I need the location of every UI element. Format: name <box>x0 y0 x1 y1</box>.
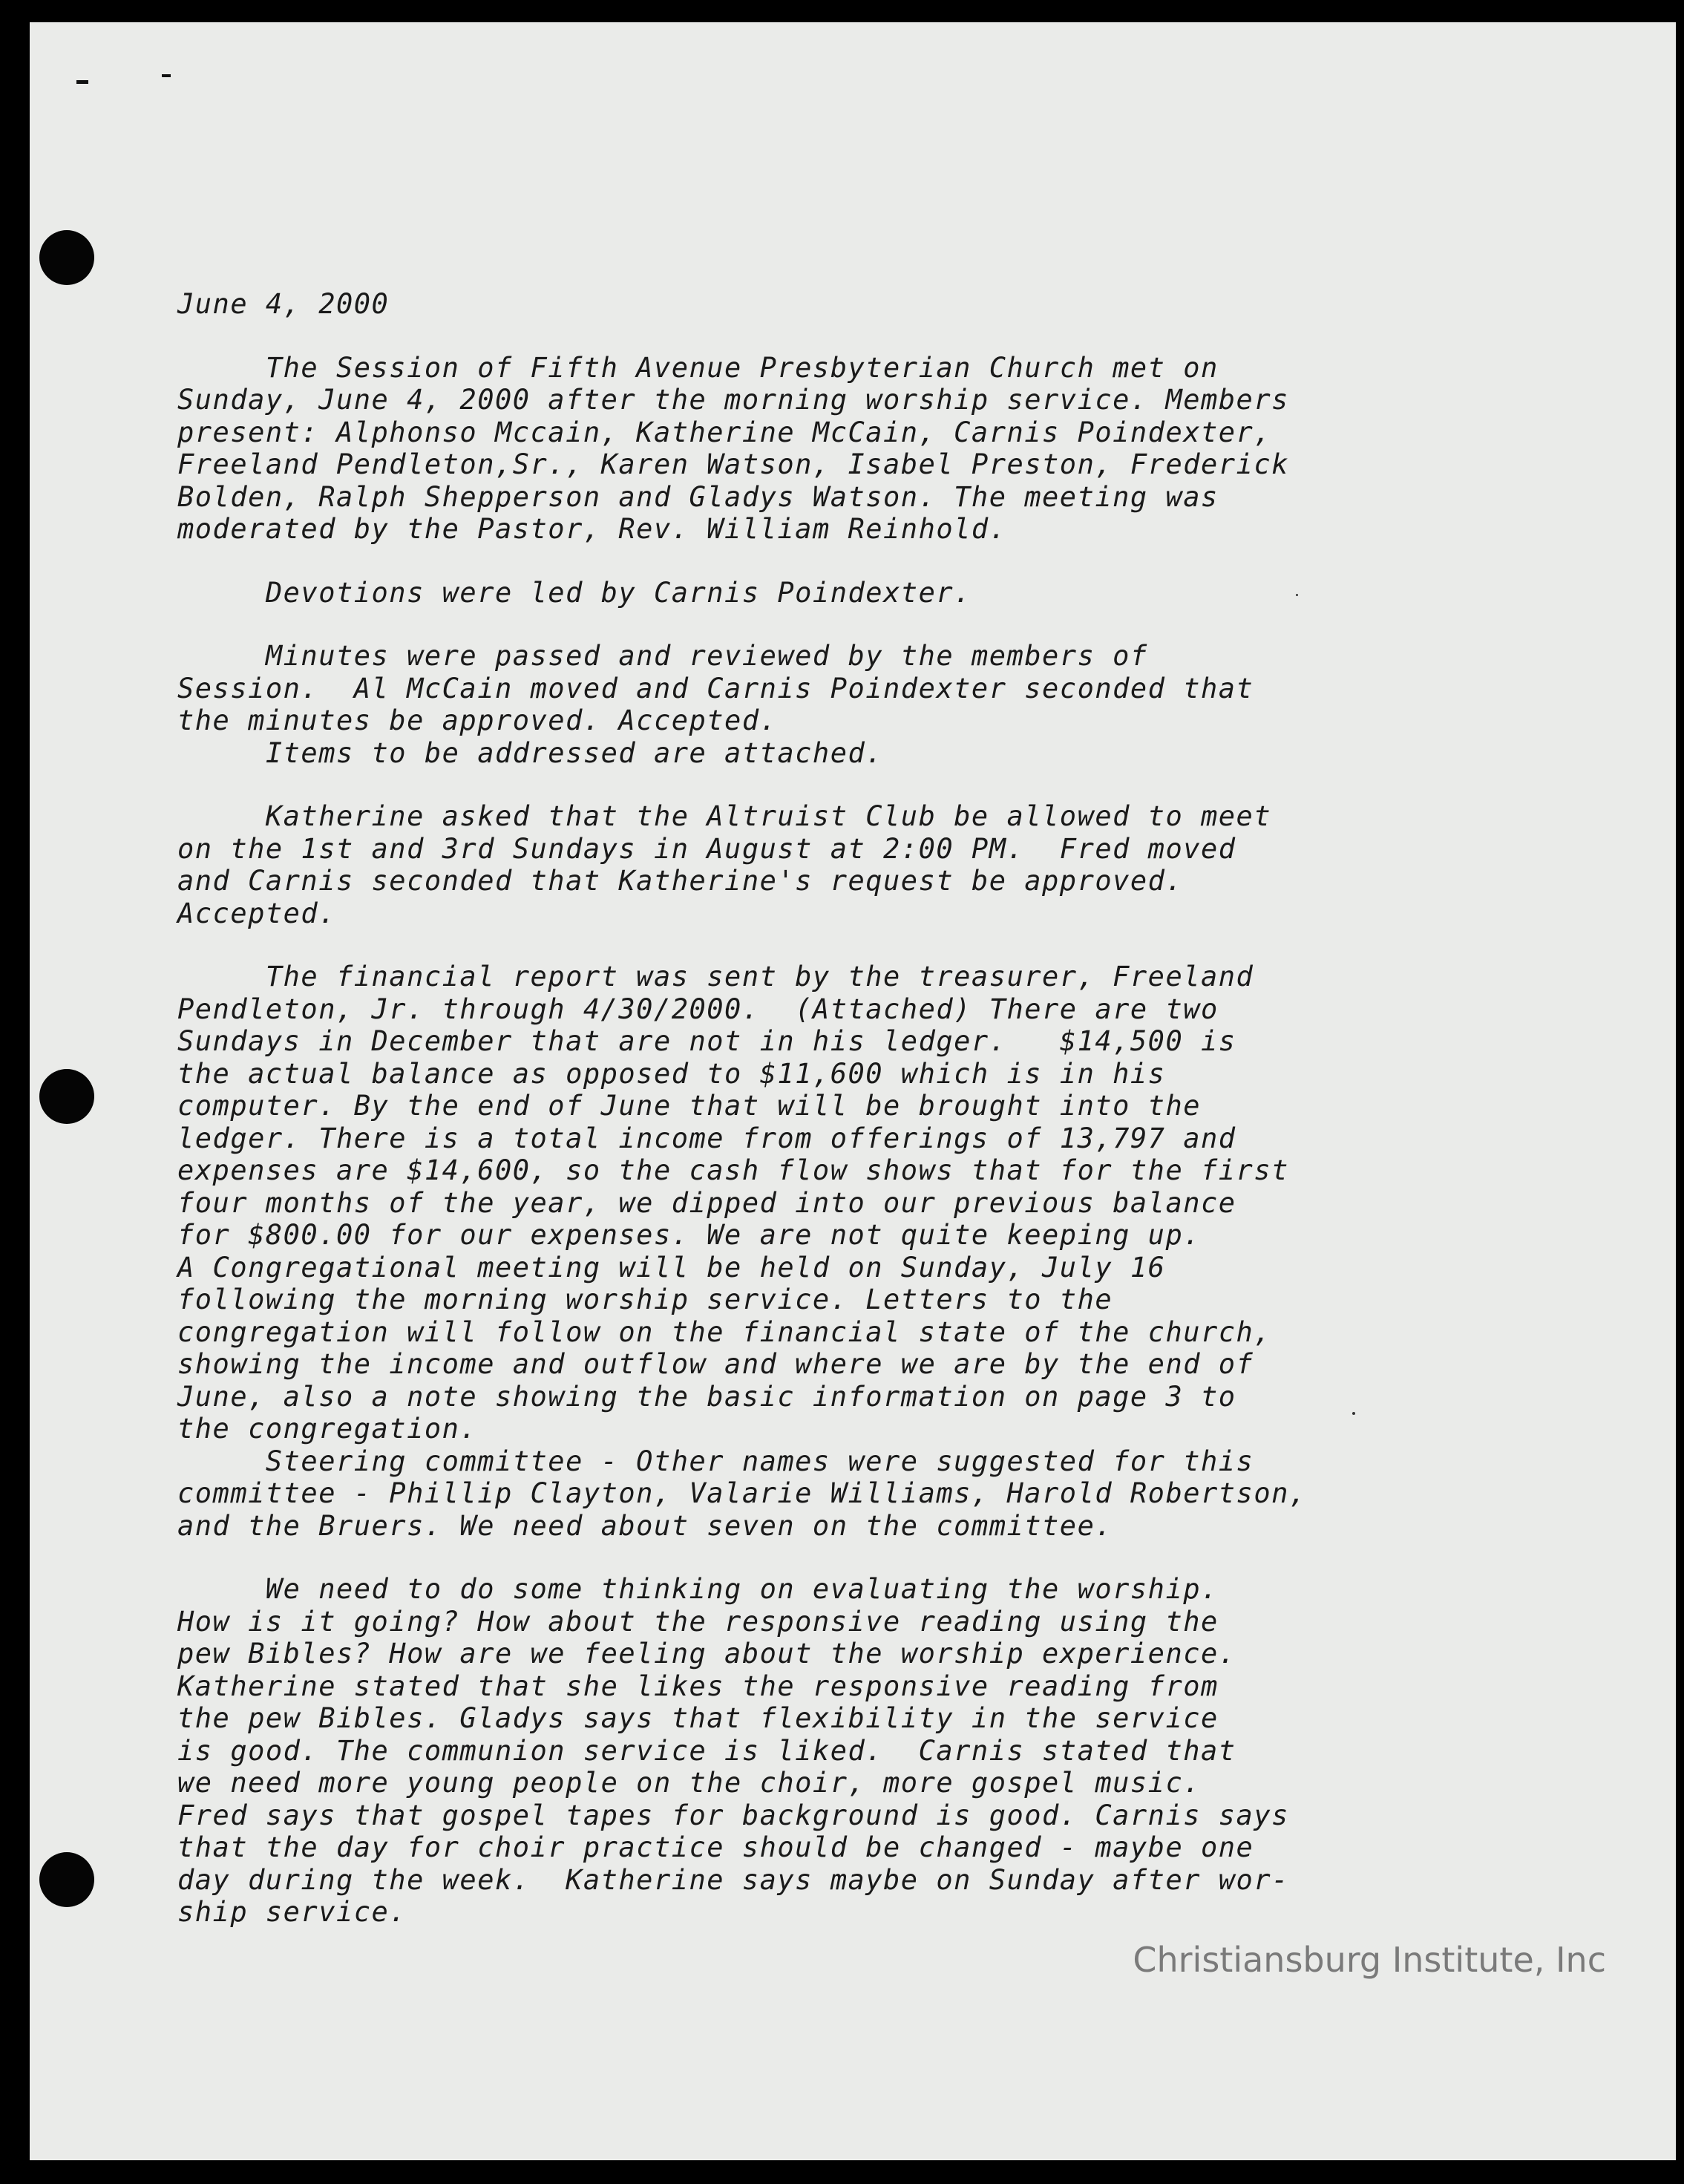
text-line: the actual balance as opposed to $11,600 which is in his <box>177 1057 1166 1090</box>
ink-mark <box>76 80 88 84</box>
text-line: we need more young people on the choir, more gospel music. <box>177 1767 1202 1799</box>
text-line: ship service. <box>177 1896 407 1928</box>
text-line: the pew Bibles. Gladys says that flexibility in the service <box>177 1702 1219 1734</box>
paragraph <box>177 961 1484 1542</box>
watermark: Christiansburg Institute, Inc <box>1133 1940 1606 1980</box>
text-line: ledger. There is a total income from offerings of 13,797 and <box>177 1122 1236 1154</box>
text-line: computer. By the end of June that will be brought into the <box>177 1090 1202 1122</box>
punch-hole-middle <box>39 1069 94 1124</box>
text-line: pew Bibles? How are we feeling about the worship experience. <box>177 1638 1236 1670</box>
punch-hole-top <box>39 230 94 285</box>
text-line: the congregation. <box>177 1413 478 1445</box>
text-line: Pendleton, Jr. through 4/30/2000. (Attached) There are two <box>177 993 1219 1025</box>
text-line: How is it going? How about the responsive reading using the <box>177 1605 1219 1638</box>
text-line: We need to do some thinking on evaluating the worship. <box>177 1573 1219 1605</box>
paragraph <box>177 640 1484 769</box>
text-line: A Congregational meeting will be held on Sunday, July 16 <box>177 1251 1166 1284</box>
text-line: the minutes be approved. Accepted. <box>177 704 778 736</box>
text-line: Items to be addressed are attached. <box>177 736 884 769</box>
text-line: present: Alphonso Mccain, Katherine McCain, Carnis Poindexter, <box>177 416 1272 448</box>
text-line: for $800.00 for our expenses. We are not quite keeping up. <box>177 1219 1202 1251</box>
text-line: committee - Phillip Clayton, Valarie Williams, Harold Robertson, <box>177 1477 1307 1509</box>
paragraph-gap <box>177 929 1484 961</box>
paragraph-gap <box>177 1542 1484 1573</box>
paragraph-gap <box>177 769 1484 800</box>
text-line: and the Bruers. We need about seven on the committee. <box>177 1509 1113 1542</box>
text-line: Fred says that gospel tapes for background is good. Carnis says <box>177 1799 1289 1831</box>
text-line: Freeland Pendleton,Sr., Karen Watson, Isabel Preston, Frederick <box>177 448 1289 480</box>
text-line: Bolden, Ralph Shepperson and Gladys Watson. The meeting was <box>177 480 1219 513</box>
text-line: The Session of Fifth Avenue Presbyterian Church met on <box>177 351 1219 384</box>
text-line: and Carnis seconded that Katherine's request be approved. <box>177 865 1184 897</box>
text-line: that the day for choir practice should be changed - maybe one <box>177 1831 1254 1863</box>
document-date: June 4, 2000 <box>177 288 390 320</box>
text-line: Accepted. <box>177 897 336 929</box>
punch-hole-bottom <box>39 1852 94 1907</box>
text-line: Steering committee - Other names were suggested for this <box>177 1445 1254 1477</box>
text-line: The financial report was sent by the treasurer, Freeland <box>177 961 1254 993</box>
text-line: Sundays in December that are not in his ledger. $14,500 is <box>177 1025 1236 1057</box>
paragraph-gap <box>177 609 1484 640</box>
paragraph <box>177 800 1484 929</box>
text-line: day during the week. Katherine says maybe on Sunday after wor- <box>177 1863 1289 1896</box>
text-line: four months of the year, we dipped into our previous balance <box>177 1186 1236 1219</box>
paragraph <box>177 352 1484 546</box>
text-line: congregation will follow on the financial state of the church, <box>177 1315 1272 1348</box>
text-line: showing the income and outflow and where we are by the end of <box>177 1348 1254 1380</box>
text-line: is good. The communion service is liked. Carnis stated that <box>177 1734 1236 1767</box>
text-line: Devotions were led by Carnis Poindexter. <box>177 576 972 609</box>
paragraph <box>177 577 1484 609</box>
text-line: June, also a note showing the basic information on page 3 to <box>177 1380 1236 1413</box>
paragraph <box>177 1573 1484 1929</box>
text-line: following the morning worship service. Letters to the <box>177 1284 1113 1315</box>
text-line: Katherine stated that she likes the responsive reading from <box>177 1670 1219 1702</box>
text-line: Minutes were passed and reviewed by the members of <box>177 640 1148 672</box>
text-line: moderated by the Pastor, Rev. William Reinhold. <box>177 513 1007 545</box>
text-line: Sunday, June 4, 2000 after the morning worship service. Members <box>177 384 1289 416</box>
text-line: expenses are $14,600, so the cash flow shows that for the first <box>177 1154 1289 1186</box>
text-line: Session. Al McCain moved and Carnis Poindexter seconded that <box>177 672 1254 704</box>
paragraph-gap <box>177 546 1484 577</box>
ink-mark <box>162 74 171 77</box>
minutes-text <box>177 288 1484 1929</box>
text-line: Katherine asked that the Altruist Club be allowed to meet <box>177 800 1272 832</box>
paragraph-list <box>177 352 1484 1929</box>
text-line: on the 1st and 3rd Sundays in August at 2:00 PM. Fred moved <box>177 832 1236 865</box>
